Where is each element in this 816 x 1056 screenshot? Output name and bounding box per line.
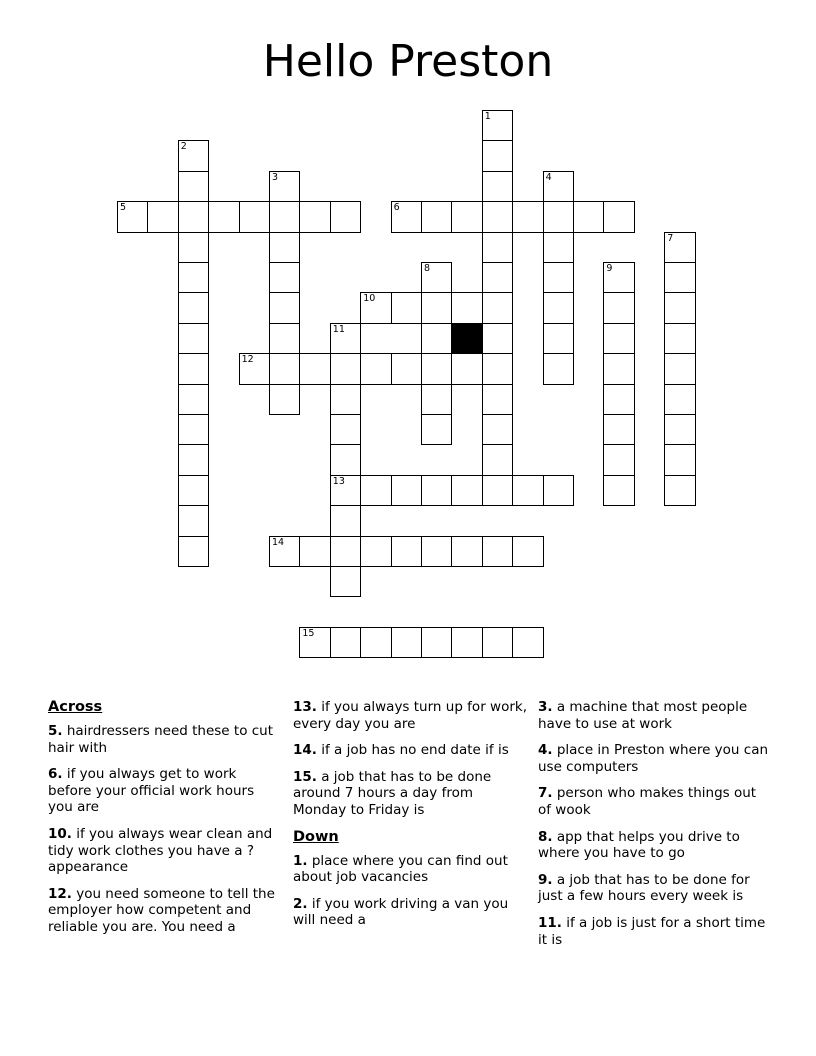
grid-cell[interactable] (512, 627, 543, 658)
grid-cell[interactable] (269, 292, 300, 323)
grid-cell[interactable] (391, 475, 422, 506)
grid-cell[interactable] (330, 627, 361, 658)
clue-number: 12. (48, 885, 72, 902)
grid-cell[interactable] (482, 323, 513, 354)
grid-cell[interactable] (360, 536, 391, 567)
cell-number: 4 (545, 171, 552, 183)
grid-cell[interactable] (178, 232, 209, 263)
grid-cell[interactable] (269, 353, 300, 384)
grid-cell[interactable] (603, 353, 634, 384)
cell-number: 9 (606, 263, 613, 274)
grid-cell[interactable] (360, 627, 391, 658)
grid-cell[interactable] (421, 384, 452, 415)
grid-cell[interactable] (208, 201, 239, 232)
cell-number: 10 (363, 293, 376, 305)
grid-cell[interactable] (543, 232, 574, 263)
clue-number: 5. (48, 723, 63, 739)
clue-item: 6. if you always get to work before your official work hours you are (48, 766, 255, 816)
clue-item: 2. if you work driving a van you will need a (293, 895, 509, 929)
cell-number: 3 (272, 171, 279, 183)
grid-cell[interactable] (664, 292, 695, 323)
grid-cell[interactable] (330, 475, 361, 506)
clue-number: 9. (538, 871, 553, 888)
grid-cell[interactable] (239, 353, 270, 384)
grid-cell[interactable] (512, 201, 543, 232)
grid-cell[interactable] (360, 292, 391, 323)
across-header: Across (48, 699, 103, 715)
grid-cell[interactable] (178, 201, 209, 232)
grid-cell[interactable] (421, 536, 452, 567)
grid-cell[interactable] (147, 201, 178, 232)
grid-cell[interactable] (421, 201, 452, 232)
grid-cell-black (451, 323, 482, 354)
grid-cell[interactable] (178, 384, 209, 415)
clue-item: 15. a job that has to be done around 7 hours a day from Monday to Friday is (293, 768, 492, 818)
grid-cell[interactable] (299, 353, 330, 384)
grid-cell[interactable] (178, 292, 209, 323)
grid-cell[interactable] (664, 262, 695, 293)
clue-item: 3. a machine that most people have to use at work (538, 699, 748, 732)
grid-cell[interactable] (482, 140, 513, 171)
grid-cell[interactable] (299, 536, 330, 567)
grid-cell[interactable] (330, 323, 361, 354)
cell-number: 7 (667, 232, 674, 244)
clue-item: 12. you need someone to tell the employer how competent and reliable you are. You need a (48, 885, 275, 935)
grid-cell[interactable] (117, 201, 148, 232)
grid-cell[interactable] (482, 201, 513, 232)
clue-item: 8. app that helps you drive to where you have to go (538, 828, 740, 862)
page-title: Hello Preston (262, 36, 554, 87)
grid-cell[interactable] (482, 353, 513, 384)
cell-number: 13 (332, 475, 345, 487)
grid-cell[interactable] (482, 262, 513, 293)
grid-cell[interactable] (330, 566, 361, 597)
clue-number: 8. (538, 828, 553, 845)
grid-cell[interactable] (178, 323, 209, 354)
grid-cell[interactable] (421, 414, 452, 445)
clues-section (48, 699, 774, 958)
grid-cell[interactable] (178, 140, 209, 171)
cell-number: 11 (332, 323, 345, 335)
grid-cell[interactable] (178, 444, 209, 475)
clue-item: 4. place in Preston where you can use computers (538, 742, 769, 775)
grid-cell[interactable] (391, 536, 422, 567)
grid-cell[interactable] (543, 475, 574, 506)
grid-cell[interactable] (603, 262, 634, 293)
grid-cell[interactable] (178, 353, 209, 384)
grid-cell[interactable] (482, 110, 513, 141)
cell-number: 1 (484, 111, 491, 122)
grid-cell[interactable] (391, 201, 422, 232)
grid-cell[interactable] (482, 536, 513, 567)
grid-cell[interactable] (269, 384, 300, 415)
grid-cell[interactable] (269, 201, 300, 232)
grid-cell[interactable] (482, 171, 513, 202)
grid-cell[interactable] (269, 171, 300, 202)
grid-cell[interactable] (330, 384, 361, 415)
grid-cell[interactable] (360, 475, 391, 506)
grid-cell[interactable] (178, 414, 209, 445)
clue-number: 6. (48, 766, 63, 783)
grid-cell[interactable] (269, 232, 300, 263)
grid-cell[interactable] (391, 353, 422, 384)
cell-number: 2 (180, 141, 187, 153)
grid-cell[interactable] (299, 627, 330, 658)
grid-cell[interactable] (664, 444, 695, 475)
clue-number: 7. (538, 785, 553, 802)
grid-cell[interactable] (421, 323, 452, 354)
cell-number: 12 (241, 354, 254, 366)
clue-item: 13. if you always turn up for work, every day you are (293, 699, 527, 732)
clue-number: 14. (293, 742, 317, 759)
grid-cell[interactable] (543, 323, 574, 354)
clue-number: 3. (538, 699, 553, 715)
grid-cell[interactable] (330, 505, 361, 536)
grid-cell[interactable] (421, 475, 452, 506)
grid-cell[interactable] (482, 475, 513, 506)
grid-cell[interactable] (451, 475, 482, 506)
clue-number: 4. (538, 742, 553, 759)
grid-cell[interactable] (451, 292, 482, 323)
grid-cell[interactable] (603, 384, 634, 415)
grid-cell[interactable] (421, 627, 452, 658)
grid-cell[interactable] (269, 262, 300, 293)
grid-cell[interactable] (451, 353, 482, 384)
grid-cell[interactable] (421, 262, 452, 293)
clue-item: 10. if you always wear clean and tidy work clothes you have a ? appearance (48, 825, 273, 876)
grid-cell[interactable] (603, 444, 634, 475)
grid-cell[interactable] (330, 536, 361, 567)
grid-cell[interactable] (330, 201, 361, 232)
grid-cell[interactable] (603, 292, 634, 323)
grid-cell[interactable] (482, 627, 513, 658)
grid-cell[interactable] (543, 201, 574, 232)
grid-cell[interactable] (178, 262, 209, 293)
grid-cell[interactable] (482, 232, 513, 263)
clues-column-1 (48, 699, 283, 958)
grid-cell[interactable] (603, 323, 634, 354)
clue-number: 1. (293, 852, 308, 869)
down-header: Down (293, 828, 339, 845)
grid-cell[interactable] (664, 475, 695, 506)
grid-cell[interactable] (603, 414, 634, 445)
clue-item: 14. if a job has no end date if is (293, 742, 509, 759)
grid-cell[interactable] (482, 384, 513, 415)
grid-cell[interactable] (664, 353, 695, 384)
grid-cell[interactable] (330, 414, 361, 445)
grid-cell[interactable] (178, 475, 209, 506)
grid-cell[interactable] (360, 353, 391, 384)
clue-item: 9. a job that has to be done for just a few hours every week is (538, 871, 750, 905)
grid-cell[interactable] (239, 201, 270, 232)
clue-number: 11. (538, 914, 562, 931)
grid-cell[interactable] (482, 444, 513, 475)
clue-item: 7. person who makes things out of wook (538, 785, 757, 818)
grid-cell[interactable] (664, 384, 695, 415)
clue-number: 13. (293, 699, 317, 715)
grid-cell[interactable] (482, 292, 513, 323)
grid-cell[interactable] (269, 536, 300, 567)
grid-cell[interactable] (421, 353, 452, 384)
grid-cell[interactable] (664, 414, 695, 445)
cell-number: 5 (120, 202, 127, 214)
clues-column-3 (538, 699, 773, 958)
grid-cell[interactable] (391, 627, 422, 658)
grid-cell[interactable] (603, 475, 634, 506)
grid-cell[interactable] (603, 201, 634, 232)
cell-number: 15 (302, 627, 315, 639)
grid-cell[interactable] (512, 475, 543, 506)
clue-item: 1. place where you can find out about job vacancies (293, 852, 508, 886)
grid-cell[interactable] (178, 505, 209, 536)
grid-cell[interactable] (664, 323, 695, 354)
grid-cell[interactable] (664, 232, 695, 263)
grid-cell[interactable] (178, 536, 209, 567)
clues-column-2 (293, 699, 528, 958)
grid-cell[interactable] (451, 536, 482, 567)
grid-cell[interactable] (543, 171, 574, 202)
grid-cell[interactable] (330, 353, 361, 384)
clue-item: 11. if a job is just for a short time it is (538, 914, 766, 948)
cell-number: 14 (272, 536, 285, 548)
clue-number: 10. (48, 825, 72, 842)
grid-cell[interactable] (269, 323, 300, 354)
grid-cell[interactable] (482, 414, 513, 445)
grid-cell[interactable] (543, 292, 574, 323)
grid-cell[interactable] (178, 171, 209, 202)
clue-number: 15. (293, 768, 317, 785)
grid-cell[interactable] (512, 536, 543, 567)
cell-number: 8 (424, 263, 431, 274)
grid-cell[interactable] (543, 353, 574, 384)
grid-cell[interactable] (391, 292, 422, 323)
grid-cell[interactable] (299, 201, 330, 232)
grid-cell[interactable] (451, 627, 482, 658)
grid-cell[interactable] (421, 292, 452, 323)
grid-cell[interactable] (330, 444, 361, 475)
clue-number: 2. (293, 895, 308, 912)
clue-item: 5. hairdressers need these to cut hair with (48, 723, 274, 756)
grid-cell[interactable] (451, 201, 482, 232)
cell-number: 6 (393, 202, 400, 214)
grid-cell[interactable] (573, 201, 604, 232)
grid-cell[interactable] (543, 262, 574, 293)
